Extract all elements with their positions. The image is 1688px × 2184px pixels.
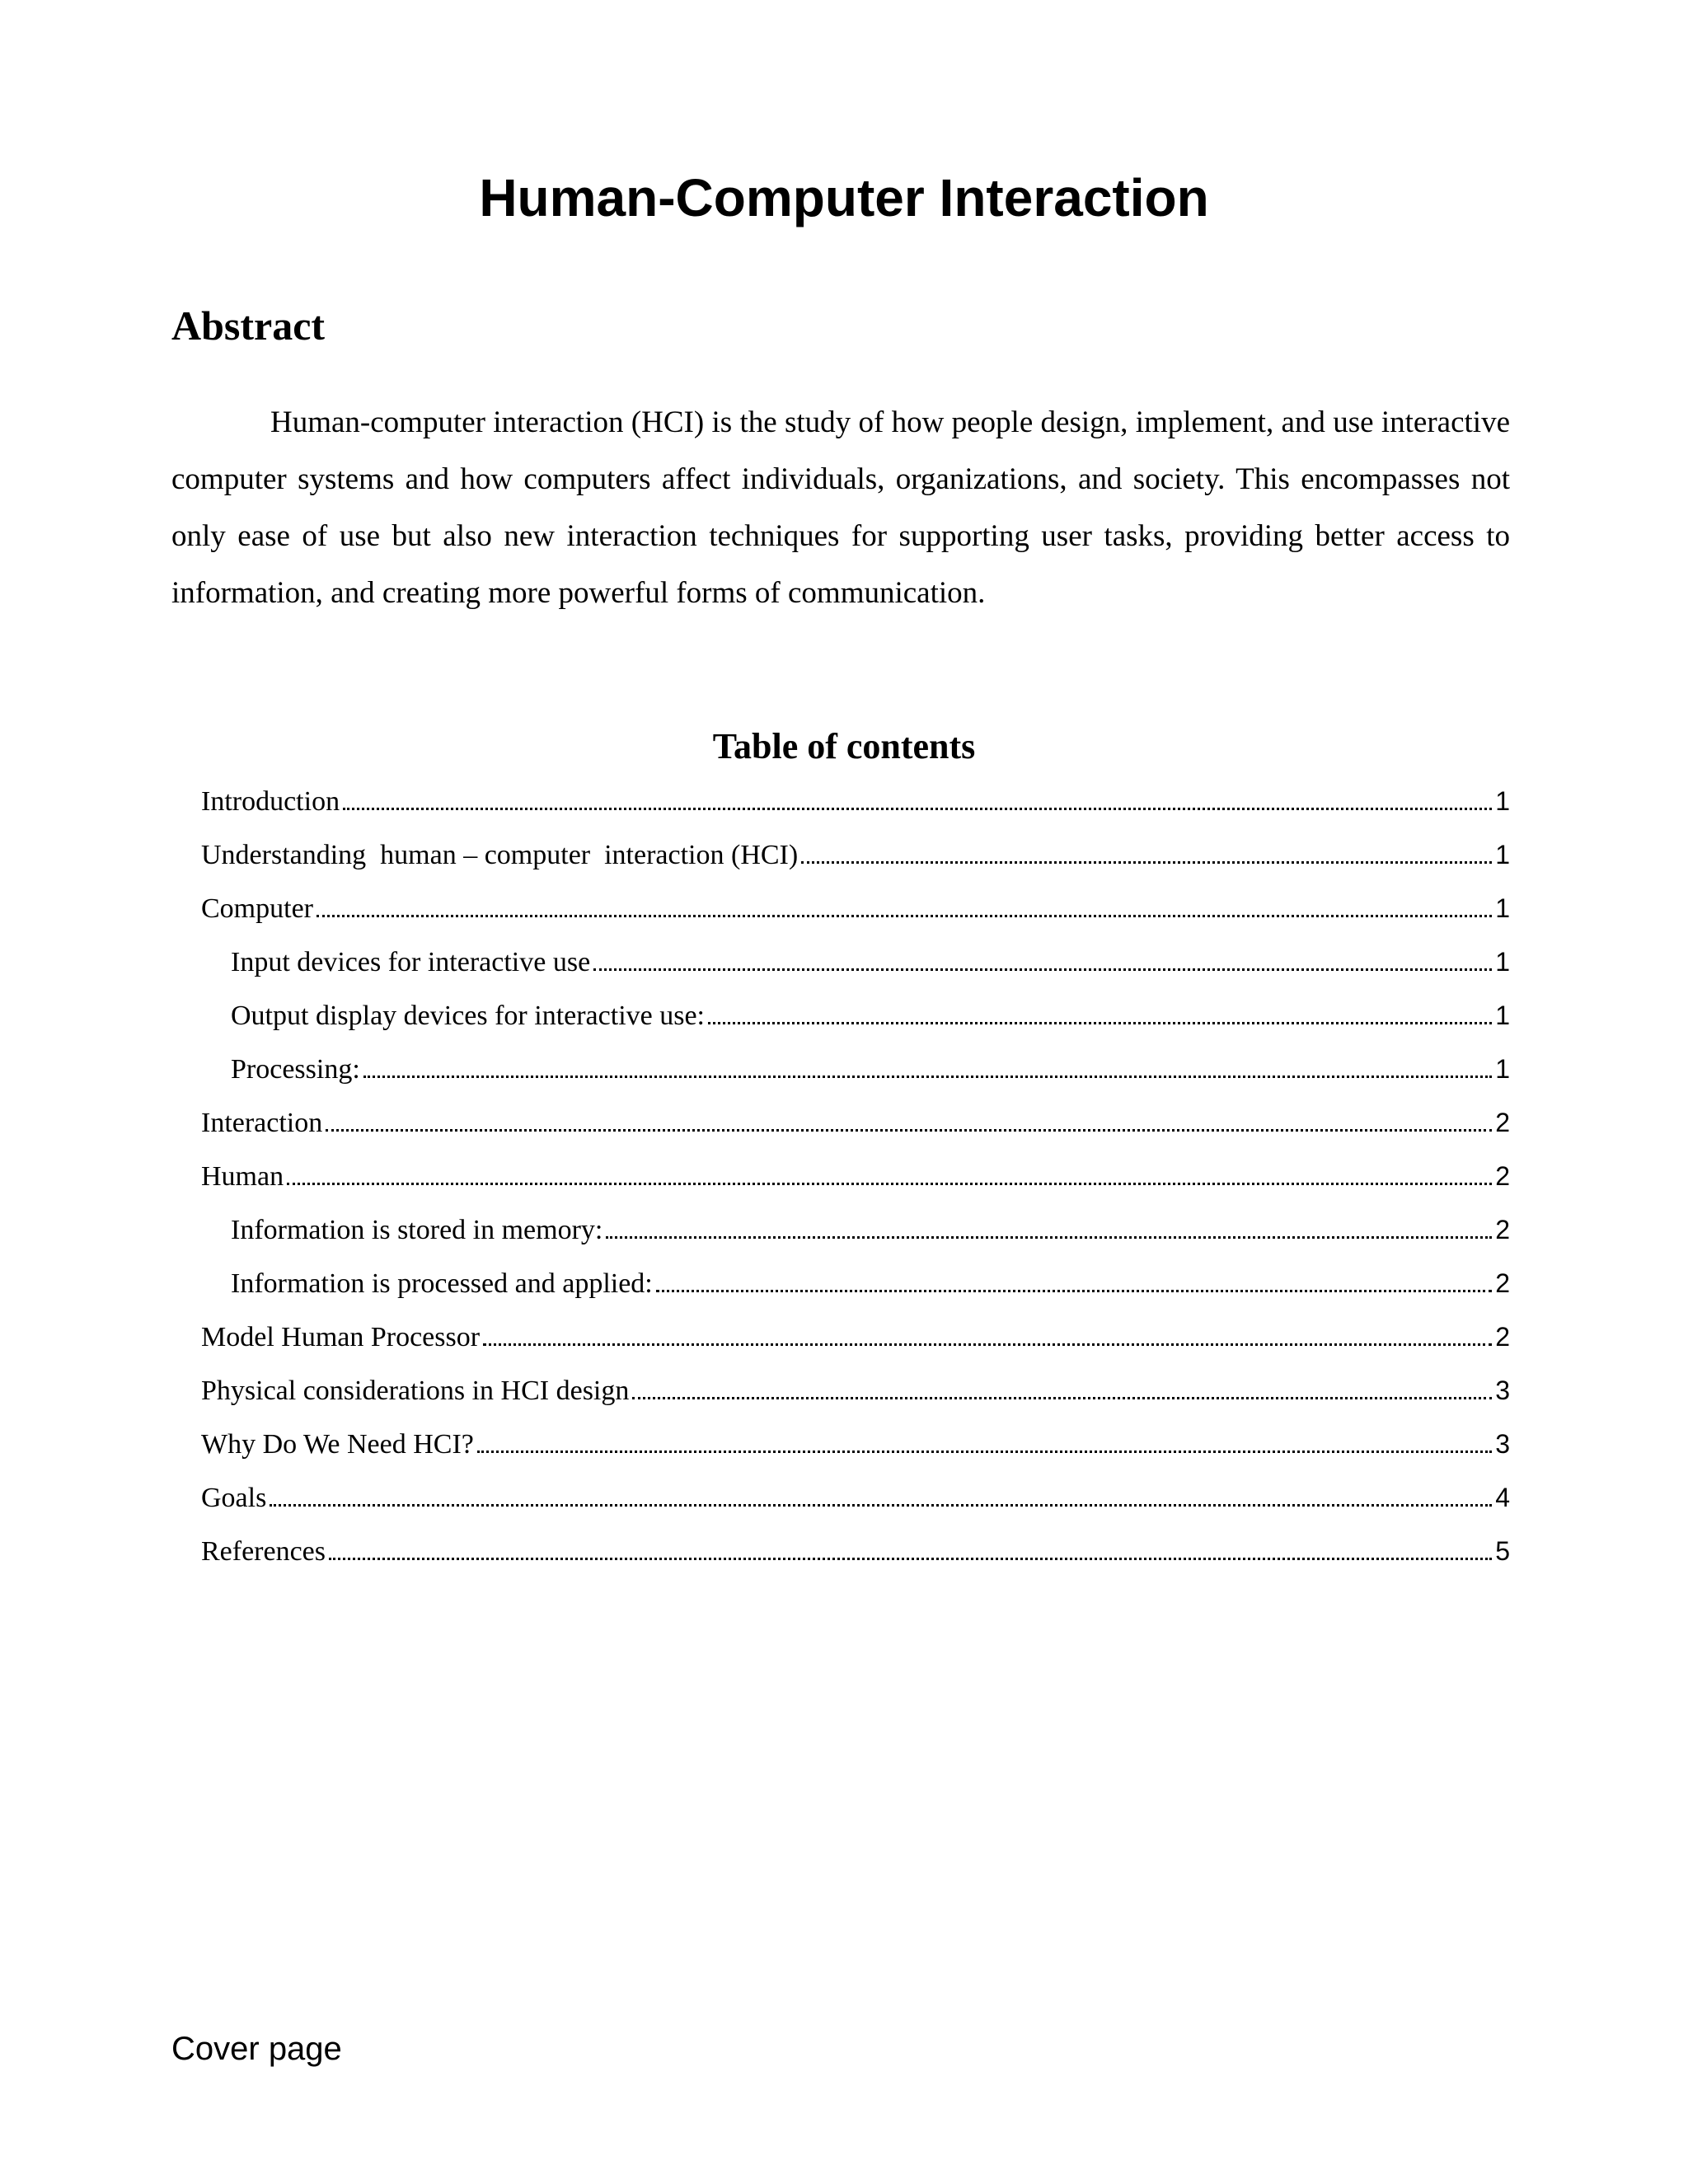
toc-entry-label: Input devices for interactive use <box>231 947 591 977</box>
toc-dot-leader <box>606 1236 1492 1239</box>
toc-dot-leader <box>632 1397 1492 1399</box>
toc-entry-label: Goals <box>201 1483 267 1513</box>
toc-entry-page-number: 2 <box>1495 1268 1510 1298</box>
toc-dot-leader <box>801 861 1492 864</box>
toc-entry-references[interactable] <box>201 1525 1510 1578</box>
toc-entry-page-number: 3 <box>1495 1429 1510 1459</box>
toc-entry-label: Understanding human – computer interaction (HCI) <box>201 840 799 870</box>
toc-entry-page-number: 5 <box>1495 1536 1510 1566</box>
toc-entry-goals[interactable] <box>201 1471 1510 1525</box>
toc-dot-leader <box>329 1558 1492 1560</box>
toc-dot-leader <box>326 1129 1492 1132</box>
toc-dot-leader <box>287 1183 1492 1185</box>
toc-entry-information-processed[interactable] <box>201 1257 1510 1310</box>
toc-entry-label: Human <box>201 1161 284 1192</box>
toc-heading: Table of contents <box>712 726 976 766</box>
toc-entry-computer[interactable] <box>201 882 1510 935</box>
toc-dot-leader <box>270 1504 1492 1507</box>
toc-entry-label: Why Do We Need HCI? <box>201 1429 474 1460</box>
toc-entry-label: Output display devices for interactive use: <box>231 1001 705 1031</box>
toc-entry-human[interactable] <box>201 1150 1510 1203</box>
toc-dot-leader <box>477 1451 1492 1453</box>
abstract-paragraph: Human-computer interaction (HCI) is the study of how people design, implement, and use interactive computer systems and how computers affect individuals, organizations, and society. This encompasses not only ease of use but also new interaction techniques for supporting user tasks, providing better access to information, and creating more powerful forms of communication. <box>171 405 1510 610</box>
toc-entry-page-number: 4 <box>1495 1483 1510 1512</box>
toc-entry-page-number: 2 <box>1495 1215 1510 1244</box>
toc-entry-label: Information is stored in memory: <box>231 1215 603 1245</box>
toc-entry-why-need-hci[interactable] <box>201 1418 1510 1471</box>
toc-dot-leader <box>708 1022 1492 1024</box>
toc-entry-interaction[interactable] <box>201 1096 1510 1150</box>
table-of-contents <box>201 775 1510 1578</box>
toc-dot-leader <box>483 1343 1492 1346</box>
toc-entry-understanding-hci[interactable] <box>201 828 1510 882</box>
cover-page-label: Cover page <box>171 2031 342 2067</box>
toc-entry-page-number: 1 <box>1495 893 1510 923</box>
toc-entry-page-number: 1 <box>1495 947 1510 977</box>
toc-entry-label: Model Human Processor <box>201 1322 481 1352</box>
toc-entry-page-number: 2 <box>1495 1108 1510 1137</box>
toc-dot-leader <box>593 968 1492 971</box>
toc-entry-label: Information is processed and applied: <box>231 1268 653 1299</box>
toc-entry-page-number: 1 <box>1495 1054 1510 1084</box>
abstract-heading: Abstract <box>171 302 326 349</box>
toc-entry-label: Physical considerations in HCI design <box>201 1376 630 1406</box>
toc-entry-page-number: 1 <box>1495 840 1510 869</box>
toc-entry-page-number: 3 <box>1495 1376 1510 1405</box>
document-title: Human-Computer Interaction <box>479 168 1209 227</box>
toc-entry-label: Interaction <box>201 1108 323 1138</box>
toc-entry-label: Computer <box>201 893 313 924</box>
toc-entry-page-number: 1 <box>1495 786 1510 816</box>
toc-dot-leader <box>316 915 1492 917</box>
toc-entry-model-human-processor[interactable] <box>201 1310 1510 1364</box>
toc-entry-label: Processing: <box>231 1054 360 1085</box>
toc-dot-leader <box>656 1290 1492 1292</box>
toc-entry-introduction[interactable] <box>201 775 1510 828</box>
toc-entry-output-display-devices[interactable] <box>201 989 1510 1043</box>
toc-dot-leader <box>343 808 1492 810</box>
toc-entry-page-number: 2 <box>1495 1322 1510 1352</box>
toc-entry-physical-considerations[interactable] <box>201 1364 1510 1418</box>
toc-entry-processing[interactable] <box>201 1043 1510 1096</box>
toc-entry-page-number: 2 <box>1495 1161 1510 1191</box>
toc-entry-information-stored[interactable] <box>201 1203 1510 1257</box>
toc-entry-page-number: 1 <box>1495 1001 1510 1030</box>
toc-dot-leader <box>363 1076 1492 1078</box>
toc-entry-label: References <box>201 1536 326 1567</box>
toc-entry-label: Introduction <box>201 786 340 817</box>
toc-entry-input-devices[interactable] <box>201 935 1510 989</box>
